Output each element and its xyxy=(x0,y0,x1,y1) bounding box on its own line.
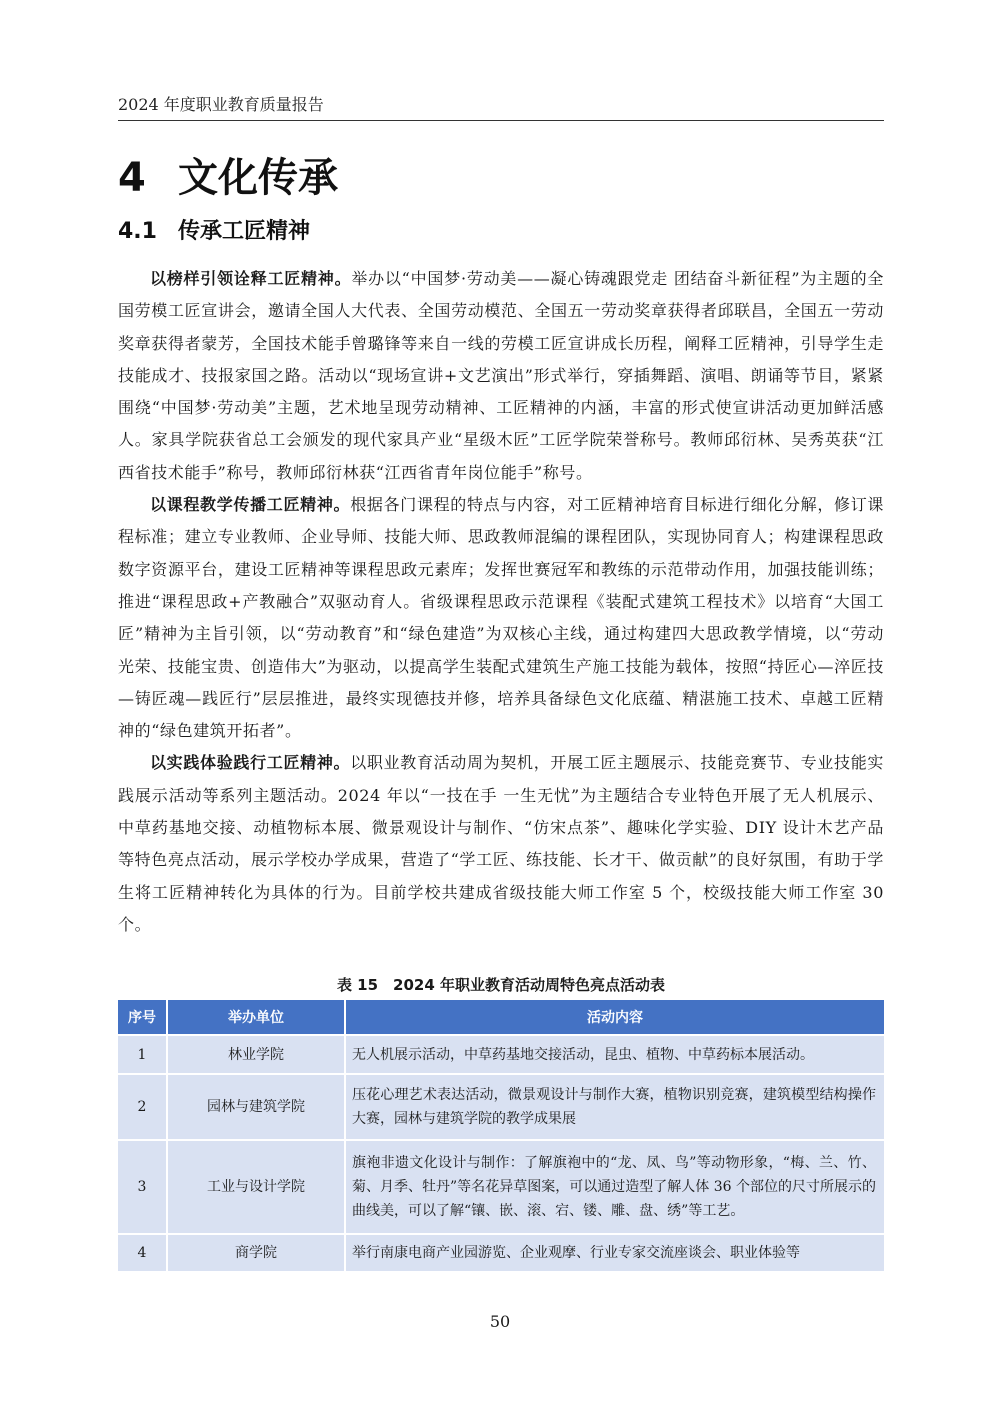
header-unit: 举办单位 xyxy=(168,1000,344,1034)
paragraph-lead: 以榜样引领诠释工匠精神。 xyxy=(150,269,352,288)
cell-content: 无人机展示活动，中草药基地交接活动，昆虫、植物、中草药标本展活动。 xyxy=(346,1036,884,1073)
paragraph-lead: 以实践体验践行工匠精神。 xyxy=(150,753,351,773)
chapter-number: 4 xyxy=(118,155,146,201)
paragraph-practice xyxy=(118,747,884,941)
table-header-row xyxy=(118,1000,884,1034)
cell-unit: 园林与建筑学院 xyxy=(168,1075,344,1139)
header-content: 活动内容 xyxy=(346,1000,884,1034)
page-header: 2024 年度职业教育质量报告 xyxy=(118,94,884,121)
section-title xyxy=(118,214,310,250)
activities-table xyxy=(116,998,886,1273)
cell-content: 举行南康电商产业园游览、企业观摩、行业专家交流座谈会、职业体验等 xyxy=(346,1235,884,1271)
table-row xyxy=(118,1141,884,1233)
cell-serial: 2 xyxy=(118,1075,166,1139)
page-number: 50 xyxy=(489,1312,511,1331)
table-row xyxy=(118,1235,884,1271)
cell-content: 压花心理艺术表达活动，微景观设计与制作大赛，植物识别竞赛，建筑模型结构操作大赛，园林与建筑学院的教学成果展 xyxy=(346,1075,884,1139)
table-caption: 表 15 2024 年职业教育活动周特色亮点活动表 xyxy=(336,976,666,994)
paragraph-text: 以职业教育活动周为契机，开展工匠主题展示、技能竞赛节、专业技能实践展示活动等系列主题活动。2024 年以“一技在手 一生无忧”为主题结合专业特色开展了无人机展示、中草药基地交接、动植物标本展、微景观设计与制作、“仿宋点茶”、趣味化学实验、DIY 设计木艺产品等特色亮点活动，展示学校办学成果，营造了“学工匠、练技能、长才干、做贡献”的良好氛围，有助于学生将工匠精神转化为具体的行为。目前学校共建成省级技能大师工作室 5 个，校级技能大师工作室 30 个。 xyxy=(118,753,884,934)
cell-serial: 3 xyxy=(118,1141,166,1233)
paragraph-lead: 以课程教学传播工匠精神。 xyxy=(150,495,351,515)
paragraph-role-models xyxy=(118,263,884,489)
cell-content: 旗袍非遗文化设计与制作：了解旗袍中的“龙、凤、鸟”等动物形象，“梅、兰、竹、菊、月季、牡丹”等名花异草图案，可以通过造型了解人体 36 个部位的尺寸所展示的曲线美，可以了解“镶、嵌、滚、宕、镂、雕、盘、绣”等工艺。 xyxy=(346,1141,884,1233)
cell-serial: 1 xyxy=(118,1036,166,1073)
cell-serial: 4 xyxy=(118,1235,166,1271)
cell-unit: 工业与设计学院 xyxy=(168,1141,344,1233)
body-text xyxy=(118,263,884,941)
cell-unit: 商学院 xyxy=(168,1235,344,1271)
paragraph-curriculum xyxy=(118,489,884,747)
table-row xyxy=(118,1075,884,1139)
chapter-title xyxy=(118,150,338,206)
section-title-text: 传承工匠精神 xyxy=(178,219,311,244)
table-row xyxy=(118,1036,884,1073)
paragraph-text: 举办以“中国梦·劳动美——凝心铸魂跟党走 团结奋斗新征程”为主题的全国劳模工匠宣讲会，邀请全国人大代表、全国劳动模范、全国五一劳动奖章获得者邱联昌，全国五一劳动奖章获得者蒙芳，全国技术能手曾璐锋等来自一线的劳模工匠宣讲成长历程，阐释工匠精神，引导学生走技能成才、技报家国之路。活动以“现场宣讲+文艺演出”形式举行，穿插舞蹈、演唱、朗诵等节目，紧紧围绕“中国梦·劳动美”主题，艺术地呈现劳动精神、工匠精神的内涵，丰富的形式使宣讲活动更加鲜活感人。家具学院获省总工会颁发的现代家具产业“星级木匠”工匠学院荣誉称号。教师邱衍林、吴秀英获“江西省技术能手”称号，教师邱衍林获“江西省青年岗位能手”称号。 xyxy=(118,269,884,482)
header-serial: 序号 xyxy=(118,1000,166,1034)
chapter-title-text: 文化传承 xyxy=(178,155,338,201)
paragraph-text: 根据各门课程的特点与内容，对工匠精神培育目标进行细化分解，修订课程标准；建立专业教师、企业导师、技能大师、思政教师混编的课程团队，实现协同育人；构建课程思政数字资源平台，建设工匠精神等课程思政元素库；发挥世赛冠军和教练的示范带动作用，加强技能训练；推进“课程思政+产教融合”双驱动育人。省级课程思政示范课程《装配式建筑工程技术》以培育“大国工匠”精神为主旨引领，以“劳动教育”和“绿色建造”为双核心主线，通过构建四大思政教学情境，以“劳动光荣、技能宝贵、创造伟大”为驱动，以提高学生装配式建筑生产施工技能为载体，按照“持匠心—淬匠技—铸匠魂—践匠行”层层推进，最终实现德技并修，培养具备绿色文化底蕴、精湛施工技术、卓越工匠精神的“绿色建筑开拓者”。 xyxy=(118,495,884,741)
section-number: 4.1 xyxy=(118,219,157,244)
cell-unit: 林业学院 xyxy=(168,1036,344,1073)
